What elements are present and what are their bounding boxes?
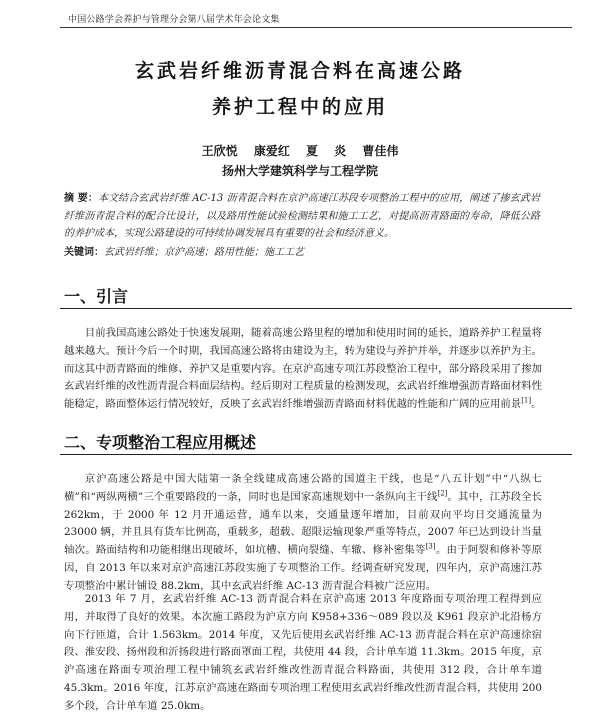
abstract-text: 本文结合玄武岩纤维 AC-13 沥青混合料在京沪高速江苏段专项整治工程中的应用，阐述了掺玄武岩纤维沥青混合料的配合比设计，以及路用性能试验检测结果和施工工艺，对提高沥青路面的寿命，降低公路的养护成本，实现公路建设的可持续协调发展具有重要的社会和经济意义。 [64,193,540,239]
paragraph-text: 。其中，江苏段全长 262km，于 2000 年 12 月开通运营，通车以来，交通量逐年增加，目前双向平均日交通流量为 23000 辆，并且具有货车比例高，重载多，超载、超限运输现象严重等特点，2007 年已达到设计当量轴次。路面结构和功能相继出现破坏，如坑槽、横向裂缝、车辙、修补密集等 [64,490,542,557]
keywords [64,244,540,261]
paragraph-text: 2013 年 7 月，玄武岩纤维 AC-13 沥青混合料在京沪高速 2013 年度路面专项治理工程得到应用，并取得了良好的效果。本次施工路段为沪京方向 K958+336～089 段以及 K961 段京沪北沿杨方向下行匝道，合计 1.563km。2014 年度，又先后使用玄武岩纤维 AC-13 沥青混合料在京沪高速徐宿段、淮安段、扬州段和沂扬段进行路面罩面工程，共使用 44 段，合计单车道 11.3km。2015 年度，京沪高速在路面专项治理工程中铺筑玄武岩纤维改性沥青混合料路面，共使用 312 段，合计单车道 45.3km。2016 年度，江苏京沪高速在路面专项治理工程使用玄武岩纤维改性沥青混合料，共使用 200 多个段，合计单车道 25.0km。 [64,593,542,712]
paragraph-tail: 。 [531,398,542,411]
paragraph [64,471,542,596]
author-list: 王欣悦 康爱红 夏 炎 曹佳伟 [201,144,399,158]
keywords-text: 玄武岩纤维；京沪高速；路用性能；施工工艺 [104,247,304,258]
paragraph-text: 目前我国高速公路处于快速发展期，随着高速公路里程的增加和使用时间的延长，道路养护工程量将越来越大。预计今后一个时期，我国高速公路将由建设为主，转为建设与养护并举，并逐步以养护为主。而这其中沥青路面的维修、养护又是重要内容。在京沪高速专项江苏段整治工程中，部分路段采用了掺加玄武岩纤维的改性沥青混合料面层结构。经后期对工程质量的检测发现，玄武岩纤维增强沥青路面材料性能稳定，路面整体运行情况较好，反映了玄武岩纤维增强沥青路面材料优越的性能和广阔的应用前景 [64,327,542,411]
section-heading-introduction: 一、引言 [64,287,129,306]
paragraph-text: 京沪高速公路是中国大陆第一条全线建成高速公路的国道主干线，也是“八五计划”中“八纵七横”和“两纵两横”三个重要路段的一条，同时也是国家高速规划中一条纵向主干线 [64,473,542,503]
section-heading-overview: 二、专项整治工程应用概述 [64,433,257,452]
paragraph-tail: 。由于阿裂和修补等原因，自 2013 年以来对京沪高速江苏段实施了专项整治工作。经调查研究发现，四年内，京沪高速江苏专项整治中累计铺设 88.2km，其中玄武岩纤维 AC-13 沥青混合料被广泛应用。 [64,544,543,592]
paper-title-line-2: 养护工程中的应用 [211,96,388,118]
citation-ref: [2] [437,489,448,498]
section-divider [60,308,572,309]
paragraph [64,325,542,414]
keywords-label: 关键词： [64,247,104,258]
affiliation: 扬州大学建筑科学与工程学院 [221,164,378,178]
abstract [64,190,540,243]
abstract-label: 摘 要： [64,193,98,204]
citation-ref: [3] [425,542,436,551]
citation-ref: [1] [521,396,532,405]
paper-title-line-1: 玄武岩纤维沥青混合料在高速公路 [134,60,465,82]
header-divider [60,27,572,28]
running-header: 中国公路学会养护与管理分会第八届学术年会论文集 [68,15,280,25]
section-divider [60,454,572,455]
paragraph [64,591,542,716]
